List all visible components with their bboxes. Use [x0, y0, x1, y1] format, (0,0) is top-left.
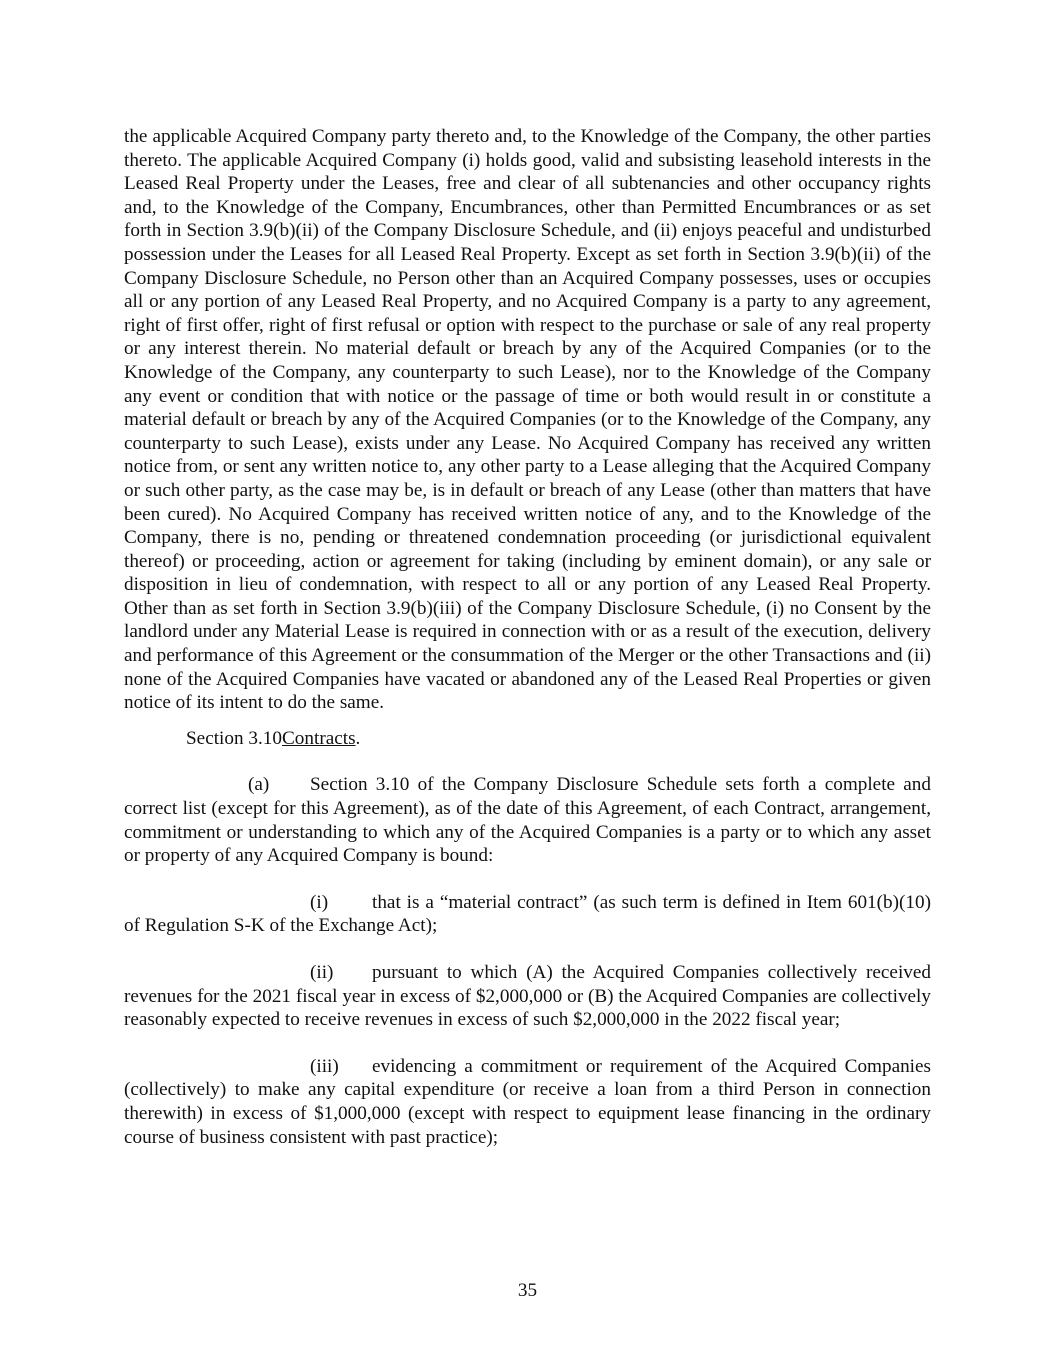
list-item [124, 961, 931, 1032]
section-heading [124, 727, 931, 751]
list-item [124, 1055, 931, 1149]
document-page [124, 125, 931, 1149]
subsection-a [124, 773, 931, 867]
list-item-text: evidencing a commitment or requirement of the Acquired Companies (collectively) to make any capital expenditure (or receive a loan from a third Person in connection therewith) in excess of $1,000,000 (except with respect to equipment lease financing in the ordinary course of business consistent with past practice); [124, 1055, 931, 1148]
section-title: Contracts [282, 727, 356, 749]
list-item-label: (i) [310, 891, 329, 913]
subsection-a-text: Section 3.10 of the Company Disclosure Schedule sets forth a complete and correct list (except for this Agreement), as of the date of this Agreement, of each Contract, arrangement, commitment or understanding to which any of the Acquired Companies is a party or to which any asset or property of any Acquired Company is bound: [124, 774, 931, 867]
list-item-text: that is a “material contract” (as such term is defined in Item 601(b)(10) of Regulation S-K of the Exchange Act); [124, 891, 931, 937]
section-number: Section 3.10 [186, 727, 282, 749]
page-number: 35 [517, 1280, 538, 1301]
list-item-text: pursuant to which (A) the Acquired Companies collectively received revenues for the 2021 fiscal year in excess of $2,000,000 or (B) the Acquired Companies are collectively reasonably expected to receive revenues in excess of such $2,000,000 in the 2022 fiscal year; [124, 962, 931, 1031]
list-item-label: (iii) [310, 1055, 339, 1077]
list-item-label: (ii) [310, 962, 334, 983]
continuation-paragraph: the applicable Acquired Company party thereto and, to the Knowledge of the Company, the other parties thereto. The applicable Acquired Company (i) holds good, valid and subsisting leasehold interests in the Leased Real Property under the Leases, free and clear of all subtenancies and other occupancy rights and, to the Knowledge of the Company, Encumbrances, other than Permitted Encumbrances or as set forth in Section 3.9(b)(ii) of the Company Disclosure Schedule, and (ii) enjoys peaceful and undisturbed possession under the Leases for all Leased Real Property. Except as set forth in Section 3.9(b)(ii) of the Company Disclosure Schedule, no Person other than an Acquired Company possesses, uses or occupies all or any portion of any Leased Real Property, and no Acquired Company is a party to any agreement, right of first offer, right of first refusal or option with respect to the purchase or sale of any real property or any interest therein. No material default or breach by any of the Acquired Companies (or to the Knowledge of the Company, any counterparty to such Lease), nor to the Knowledge of the Company any event or condition that with notice or the passage of time or both would result in or constitute a material default or breach by any of the Acquired Companies (or to the Knowledge of the Company, any counterparty to such Lease), exists under any Lease. No Acquired Company has received any written notice from, or sent any written notice to, any other party to a Lease alleging that the Acquired Company or such other party, as the case may be, is in default or breach of any Lease (other than matters that have been cured). No Acquired Company has received written notice of any, and to the Knowledge of the Company, there is no, pending or threatened condemnation proceeding (or jurisdictional equivalent thereof) or proceeding, action or agreement for taking (including by eminent domain), or any sale or disposition in lieu of condemnation, with respect to all or any portion of any Leased Real Property. Other than as set forth in Section 3.9(b)(iii) of the Company Disclosure Schedule, (i) no Consent by the landlord under any Material Lease is required in connection with or as a result of the execution, delivery and performance of this Agreement or the consummation of the Merger or the other Transactions and (ii) none of the Acquired Companies have vacated or abandoned any of the Leased Real Properties or given notice of its intent to do the same. [124, 126, 931, 714]
section-title-suffix: . [355, 727, 361, 749]
list-item [124, 891, 931, 938]
subsection-a-label: (a) [248, 774, 270, 796]
